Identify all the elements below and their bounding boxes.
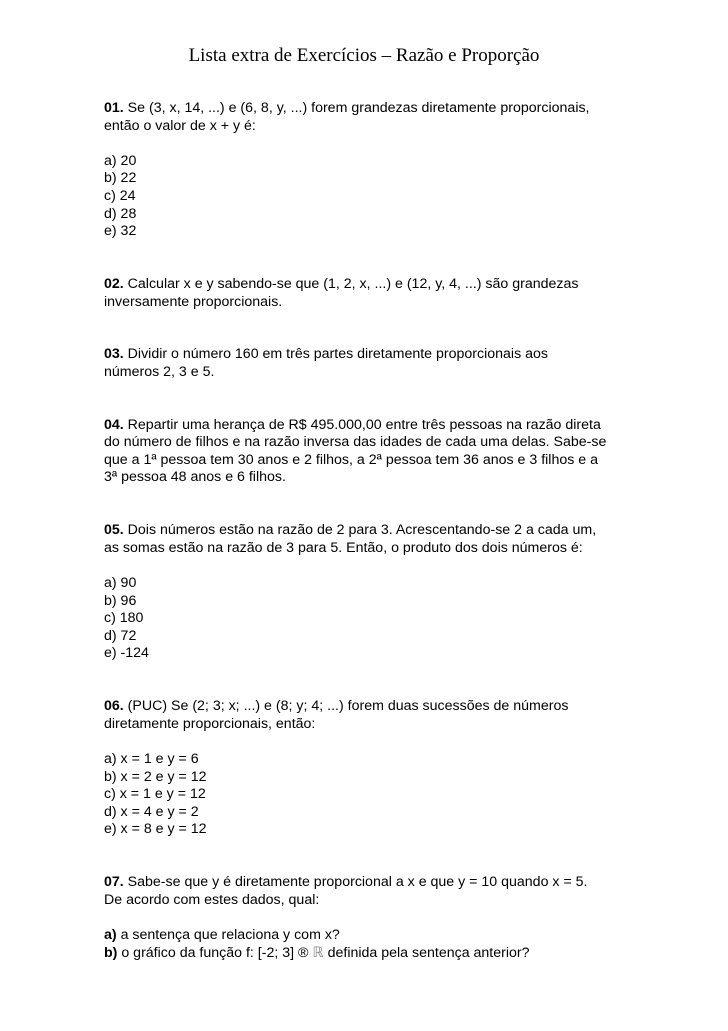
question-number: 01.	[104, 100, 124, 116]
question-number: 04.	[104, 416, 124, 433]
question-06	[104, 698, 644, 839]
question-text: Dois números estão na razão de 2 para 3. Acrescentando-se 2 a cada um,	[123, 522, 597, 539]
sub-item-text: definida pela sentença anterior?	[323, 944, 530, 961]
sub-item-b	[104, 945, 644, 963]
question-text: Dividir o número 160 em três partes diretamente proporcionais aos	[123, 346, 548, 363]
option-item: b) 96	[104, 592, 137, 609]
question-number: 05.	[104, 522, 124, 539]
question-text: De acordo com estes dados, qual:	[104, 891, 320, 908]
question-text: (PUC) Se (2; 3; x; ...) e (8; y; 4; ...) forem duas sucessões de números	[123, 698, 569, 715]
question-number: 02.	[104, 275, 124, 292]
question-text: diretamente proporcionais, então:	[104, 715, 316, 732]
question-text: as somas estão na razão de 3 para 5. Então, o produto dos dois números é:	[104, 539, 583, 556]
option-item: b) 22	[104, 170, 137, 187]
option-item: e) -124	[104, 645, 149, 662]
option-item: c) x = 1 e y = 12	[104, 786, 206, 803]
option-item: a) 90	[104, 575, 137, 592]
exercise-list	[104, 100, 644, 962]
option-item: a) x = 1 e y = 6	[104, 750, 199, 767]
question-number: 03.	[104, 346, 124, 363]
question-01	[104, 100, 644, 241]
option-item: b) x = 2 e y = 12	[104, 768, 207, 785]
question-text: números 2, 3 e 5.	[104, 363, 215, 380]
question-text: Repartir uma herança de R$ 495.000,00 entre três pessoas na razão direta	[123, 416, 601, 433]
question-text: Calcular x e y sabendo-se que (1, 2, x, ...) e (12, y, 4, ...) são grandezas	[123, 275, 579, 292]
question-text: então o valor de x + y é:	[104, 117, 256, 134]
question-07	[104, 874, 644, 962]
question-text: que a 1ª pessoa tem 30 anos e 2 filhos, a 2ª pessoa tem 36 anos e 3 filhos e a	[104, 451, 598, 468]
option-item: e) x = 8 e y = 12	[104, 821, 207, 838]
question-text: Se (3, x, 14, ...) e (6, 8, y, ...) forem grandezas diretamente proporcionais,	[123, 100, 590, 116]
question-02	[104, 276, 644, 311]
question-number: 06.	[104, 698, 124, 715]
question-03	[104, 346, 644, 381]
sub-item-a	[104, 927, 644, 945]
sub-item-text: a sentença que relaciona y com x?	[116, 926, 340, 943]
question-05	[104, 522, 644, 663]
sub-item-text: o gráfico da função f: [-2; 3] ®	[117, 944, 313, 961]
option-item: c) 24	[104, 187, 136, 204]
question-04	[104, 417, 644, 487]
option-item: d) 28	[104, 205, 137, 222]
question-number: 07.	[104, 874, 124, 891]
document-title: Lista extra de Exercícios – Razão e Proporção	[188, 45, 540, 66]
option-item: d) x = 4 e y = 2	[104, 803, 199, 820]
option-item: c) 180	[104, 610, 144, 627]
sub-item-label: a)	[104, 926, 117, 943]
option-item: e) 32	[104, 223, 137, 240]
question-text: 3ª pessoa 48 anos e 6 filhos.	[104, 469, 286, 486]
option-item: a) 20	[104, 152, 137, 169]
real-numbers-symbol: ℝ	[312, 944, 324, 961]
sub-item-label: b)	[104, 944, 118, 961]
option-item: d) 72	[104, 627, 137, 644]
question-text: Sabe-se que y é diretamente proporcional a x e que y = 10 quando x = 5.	[123, 874, 588, 891]
question-text: do número de filhos e na razão inversa das idades de cada uma delas. Sabe-se	[104, 434, 607, 451]
question-text: inversamente proporcionais.	[104, 293, 283, 310]
